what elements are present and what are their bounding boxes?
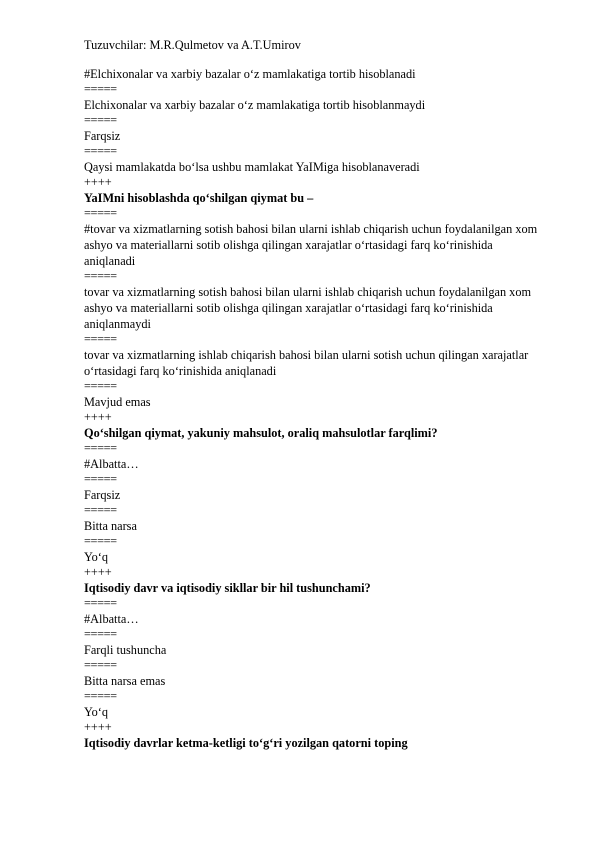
- question-text: Qo‘shilgan qiymat, yakuniy mahsulot, oraliq mahsulotlar farqlimi?: [84, 426, 438, 440]
- answer-separator: =====: [84, 658, 117, 672]
- document-page: [84, 37, 544, 751]
- question-separator: ++++: [84, 410, 112, 424]
- answer-option: #Elchixonalar va xarbiy bazalar o‘z mamlakatiga tortib hisoblanadi: [84, 67, 416, 81]
- answer-separator: =====: [84, 206, 117, 220]
- answer-option: Elchixonalar va xarbiy bazalar o‘z mamlakatiga tortib hisoblanmaydi: [84, 98, 426, 112]
- question-separator: ++++: [84, 565, 112, 579]
- answer-separator: =====: [84, 113, 117, 127]
- answer-option: Mavjud emas: [84, 395, 151, 409]
- answer-option: Yo‘q: [84, 550, 109, 564]
- question-text: Iqtisodiy davr va iqtisodiy sikllar bir hil tushunchami?: [84, 581, 371, 595]
- answer-separator: =====: [84, 144, 117, 158]
- answer-separator: =====: [84, 627, 117, 641]
- answer-separator: =====: [84, 689, 117, 703]
- answer-separator: =====: [84, 82, 117, 96]
- answer-separator: =====: [84, 472, 117, 486]
- author-line: Tuzuvchilar: M.R.Qulmetov va A.T.Umirov: [84, 38, 301, 52]
- answer-option: Bitta narsa emas: [84, 674, 166, 688]
- question-text: Iqtisodiy davrlar ketma-ketligi to‘g‘ri yozilgan qatorni toping: [84, 736, 408, 750]
- answer-option: Bitta narsa: [84, 519, 137, 533]
- answer-option: tovar va xizmatlarning ishlab chiqarish bahosi bilan ularni sotish uchun qilingan xarajatlar o‘rtasidagi farq ko‘rinishida aniqlanadi: [84, 348, 529, 378]
- answer-separator: =====: [84, 596, 117, 610]
- question-separator: ++++: [84, 175, 112, 189]
- answer-separator: =====: [84, 332, 117, 346]
- answer-separator: =====: [84, 379, 117, 393]
- answer-option: Farqsiz: [84, 488, 121, 502]
- answer-option: #tovar va xizmatlarning sotish bahosi bilan ularni ishlab chiqarish uchun foydalanilgan xom ashyo va materiallarni sotib olishga qilingan xarajatlar o‘rtasidagi farq ko‘rinishida aniqlanadi: [84, 222, 538, 268]
- answer-option: Qaysi mamlakatda bo‘lsa ushbu mamlakat YaIMiga hisoblanaveradi: [84, 160, 420, 174]
- answer-separator: =====: [84, 534, 117, 548]
- answer-separator: =====: [84, 441, 117, 455]
- answer-option: Farqsiz: [84, 129, 121, 143]
- question-separator: ++++: [84, 720, 112, 734]
- answer-separator: =====: [84, 269, 117, 283]
- answer-option: Yo‘q: [84, 705, 109, 719]
- answer-option: #Albatta…: [84, 457, 139, 471]
- answer-option: #Albatta…: [84, 612, 139, 626]
- quiz-content: [84, 66, 544, 751]
- answer-option: tovar va xizmatlarning sotish bahosi bilan ularni ishlab chiqarish uchun foydalanilgan xom ashyo va materiallarni sotib olishga qilingan xarajatlar o‘rtasidagi farq ko‘rinishida aniqlanmaydi: [84, 285, 532, 331]
- answer-separator: =====: [84, 503, 117, 517]
- answer-option: Farqli tushuncha: [84, 643, 167, 657]
- question-text: YaIMni hisoblashda qo‘shilgan qiymat bu –: [84, 191, 314, 205]
